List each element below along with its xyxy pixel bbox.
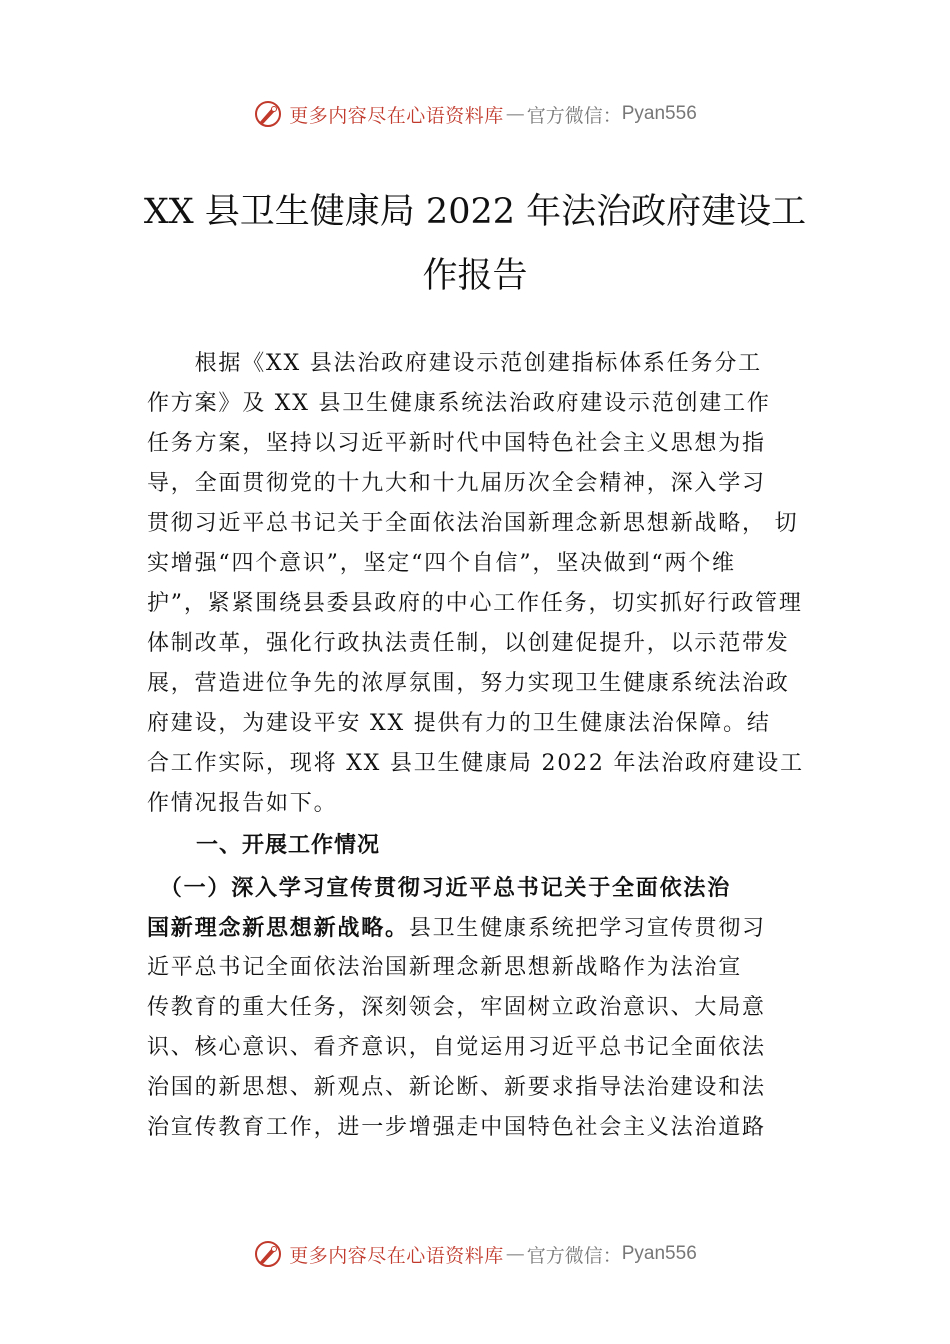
- paragraph-line: [147, 908, 817, 948]
- paragraph-line: 识、核心意识、看齐意识，自觉运用习近平总书记全面依法: [147, 1035, 766, 1060]
- watermark-dash: —: [505, 103, 525, 125]
- paragraph-line: 传教育的重大任务，深刻领会，牢固树立政治意识、大局意: [147, 995, 766, 1020]
- header-watermark: [0, 94, 950, 134]
- watermark-id: Pyan556: [621, 1243, 697, 1264]
- document-title: [120, 180, 830, 308]
- brush-logo-icon: [253, 1239, 283, 1269]
- paragraph-line: 府建设，为建设平安 XX 提供有力的卫生健康法治保障。结: [147, 711, 771, 736]
- watermark-dash: —: [505, 1243, 525, 1265]
- paragraph-line: 任务方案，坚持以习近平新时代中国特色社会主义思想为指: [147, 431, 766, 456]
- paragraph-line-rest: 县卫生健康系统把学习宣传贯彻习: [408, 916, 766, 941]
- section-paragraph: [147, 868, 817, 1148]
- paragraph-line: 作情况报告如下。: [147, 791, 338, 816]
- brush-logo-icon: [253, 99, 283, 129]
- paragraph-line: 根据《XX 县法治政府建设示范创建指标体系任务分工: [147, 351, 762, 376]
- paragraph-line: 作方案》及 XX 县卫生健康系统法治政府建设示范创建工作: [147, 391, 771, 416]
- paragraph-line: 贯彻习近平总书记关于全面依法治国新理念新思想新战略， 切: [147, 511, 799, 536]
- watermark-label: 官方微信：: [526, 1244, 622, 1267]
- paragraph-line: 展，营造进位争先的浓厚氛围，努力实现卫生健康系统法治政: [147, 671, 790, 696]
- paragraph-line: 护”，紧紧围绕县委县政府的中心工作任务，切实抓好行政管理: [147, 591, 803, 616]
- paragraph-line: 合工作实际，现将 XX 县卫生健康局 2022 年法治政府建设工: [147, 751, 804, 776]
- paragraph-line: 近平总书记全面依法治国新理念新思想新战略作为法治宣: [147, 955, 743, 980]
- watermark-text: 更多内容尽在心语资料库: [289, 1244, 504, 1267]
- paragraph-line: 治宣传教育工作，进一步增强走中国特色社会主义法治道路: [147, 1115, 766, 1140]
- section-heading: 一、开展工作情况: [196, 833, 381, 858]
- watermark-text: 更多内容尽在心语资料库: [289, 104, 504, 127]
- watermark-id: Pyan556: [621, 103, 697, 124]
- paragraph-line: 治国的新思想、新观点、新论断、新要求指导法治建设和法: [147, 1075, 766, 1100]
- intro-paragraph: [147, 344, 817, 824]
- paragraph-line: 实增强“四个意识”，坚定“四个自信”，坚决做到“两个维: [147, 551, 736, 576]
- subheading-tail: 国新理念新思想新战略。: [147, 915, 409, 941]
- title-line-1: XX 县卫生健康局 2022 年法治政府建设工: [143, 192, 807, 232]
- title-line-2: 作报告: [422, 256, 528, 296]
- paragraph-line: 体制改革，强化行政执法责任制，以创建促提升，以示范带发: [147, 631, 790, 656]
- footer-watermark: [0, 1234, 950, 1274]
- watermark-label: 官方微信：: [526, 104, 622, 127]
- subheading-line: （一）深入学习宣传贯彻习近平总书记关于全面依法治: [147, 875, 732, 901]
- paragraph-line: 导，全面贯彻党的十九大和十九届历次全会精神，深入学习: [147, 471, 766, 496]
